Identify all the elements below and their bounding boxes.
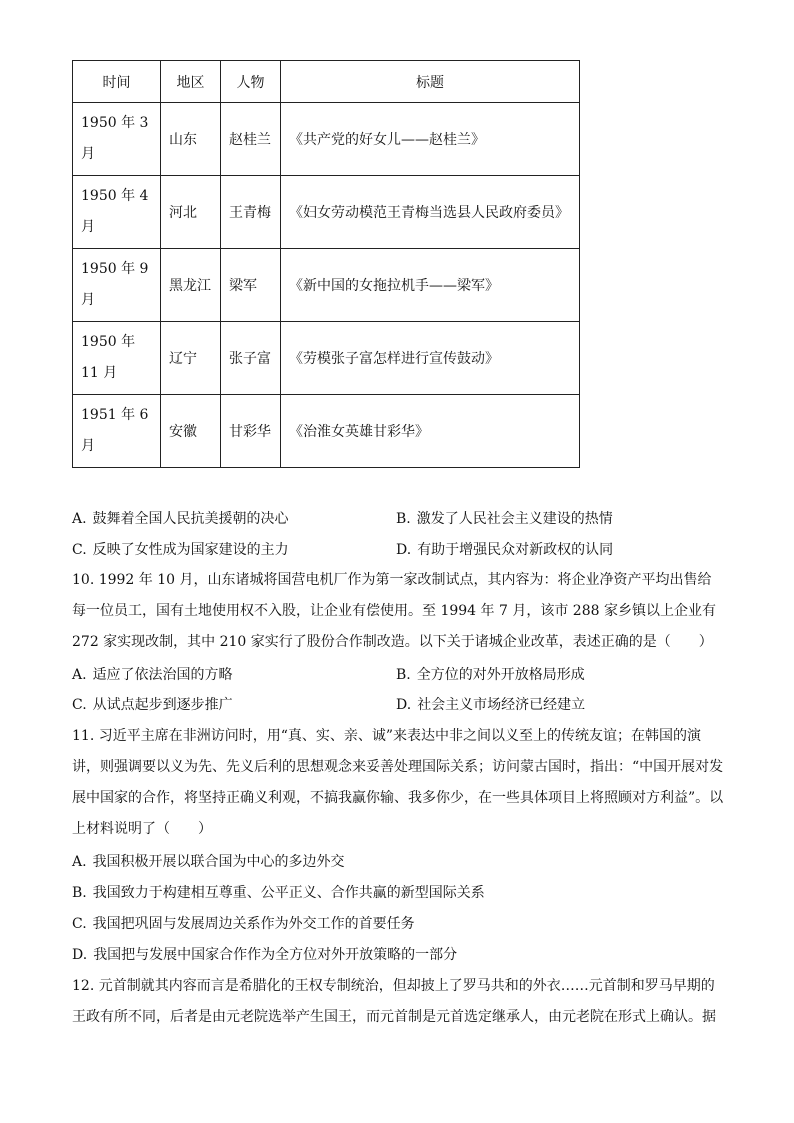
header-region: 地区 [161, 61, 221, 103]
cell-region: 河北 [161, 176, 221, 249]
header-person: 人物 [221, 61, 281, 103]
q10-stem: 10. 1992 年 10 月，山东诸城将国营电机厂作为第一家改制试点，其内容为：将企业净资产平均出售给每一位员工，国有土地使用权不入股，让企业有偿使用。至 1994 年 7 月，该市 288 家乡镇以上企业有 272 家实现改制，其中 210 家实行了股份合作制改造。以下关于诸城企业改革，表述正确的是（ ） [72, 572, 716, 650]
q11-option-d[interactable] [72, 945, 457, 965]
cell-region: 辽宁 [161, 322, 221, 395]
q11-option-b[interactable] [72, 883, 485, 903]
cell-title: 《新中国的女拖拉机手——梁军》 [281, 249, 580, 322]
option-label: D. [72, 947, 88, 963]
cell-person: 甘彩华 [221, 395, 281, 468]
table-row [73, 103, 580, 176]
cell-region: 山东 [161, 103, 221, 176]
option-label: A. [72, 667, 87, 683]
option-text: 全方位的对外开放格局形成 [416, 667, 585, 683]
table-row [73, 176, 580, 249]
option-text: 适应了依法治国的方略 [92, 667, 233, 683]
option-text: 激发了人民社会主义建设的热情 [416, 511, 613, 527]
option-text: 我国积极开展以联合国为中心的多边外交 [92, 854, 345, 870]
q9-option-a[interactable] [72, 509, 289, 529]
option-label: B. [396, 667, 411, 683]
option-text: 我国把巩固与发展周边关系作为外交工作的首要任务 [92, 916, 415, 932]
cell-title: 《妇女劳动模范王青梅当选县人民政府委员》 [281, 176, 580, 249]
option-label: D. [396, 697, 412, 713]
cell-person: 赵桂兰 [221, 103, 281, 176]
cell-title: 《治淮女英雄甘彩华》 [281, 395, 580, 468]
cell-title: 《劳模张子富怎样进行宣传鼓动》 [281, 322, 580, 395]
cell-time: 1950 年 4 月 [73, 176, 161, 249]
q11-stem: 11. 习近平主席在非洲访问时，用“真、实、亲、诚”来表达中非之间以义至上的传统友谊；在韩国的演讲，则强调要以义为先、先义后利的思想观念来妥善处理国际关系；访问蒙古国时，指出：“中国开展对发展中国家的合作，将坚持正确义利观，不搞我赢你输、我多你少，在一些具体项目上将照顾对方利益”。以上材料说明了（ ） [72, 728, 724, 837]
option-label: A. [72, 854, 87, 870]
option-text: 我国把与发展中国家合作作为全方位对外开放策略的一部分 [93, 947, 458, 963]
cell-region: 黑龙江 [161, 249, 221, 322]
q10-option-a[interactable] [72, 665, 233, 685]
q10-option-b[interactable] [396, 665, 585, 685]
q11-option-a[interactable] [72, 852, 345, 872]
cell-time: 1950 年 3 月 [73, 103, 161, 176]
q12-stem: 12. 元首制就其内容而言是希腊化的王权专制统治，但却披上了罗马共和的外衣……元首制和罗马早期的王政有所不同，后者是由元老院选举产生国王，而元首制是元首选定继承人，由元老院在形式上确认。据 [72, 978, 716, 1025]
q10-option-d[interactable] [396, 695, 585, 715]
cell-title: 《共产党的好女儿——赵桂兰》 [281, 103, 580, 176]
header-title: 标题 [281, 61, 580, 103]
q9-option-d[interactable] [396, 540, 613, 560]
option-label: B. [72, 885, 87, 901]
cell-person: 张子富 [221, 322, 281, 395]
option-text: 有助于增强民众对新政权的认同 [417, 542, 614, 558]
cell-region: 安徽 [161, 395, 221, 468]
table-row [73, 395, 580, 468]
q11-option-c[interactable] [72, 914, 415, 934]
cell-time: 1951 年 6 月 [73, 395, 161, 468]
cell-time: 1950 年 11 月 [73, 322, 161, 395]
option-label: B. [396, 511, 411, 527]
table-header-row [73, 61, 580, 103]
q9-option-b[interactable] [396, 509, 613, 529]
cell-person: 王青梅 [221, 176, 281, 249]
table-row [73, 322, 580, 395]
women-models-table [72, 60, 580, 468]
option-label: C. [72, 542, 87, 558]
option-text: 我国致力于构建相互尊重、公平正义、合作共赢的新型国际关系 [92, 885, 485, 901]
q9-option-c[interactable] [72, 540, 289, 560]
q10-option-c[interactable] [72, 695, 233, 715]
option-text: 社会主义市场经济已经建立 [417, 697, 586, 713]
option-label: D. [396, 542, 412, 558]
cell-time: 1950 年 9 月 [73, 249, 161, 322]
header-time: 时间 [73, 61, 161, 103]
table-row [73, 249, 580, 322]
option-text: 鼓舞着全国人民抗美援朝的决心 [92, 511, 289, 527]
option-label: A. [72, 511, 87, 527]
option-text: 反映了女性成为国家建设的主力 [92, 542, 289, 558]
option-text: 从试点起步到逐步推广 [92, 697, 233, 713]
cell-person: 梁军 [221, 249, 281, 322]
option-label: C. [72, 916, 87, 932]
option-label: C. [72, 697, 87, 713]
